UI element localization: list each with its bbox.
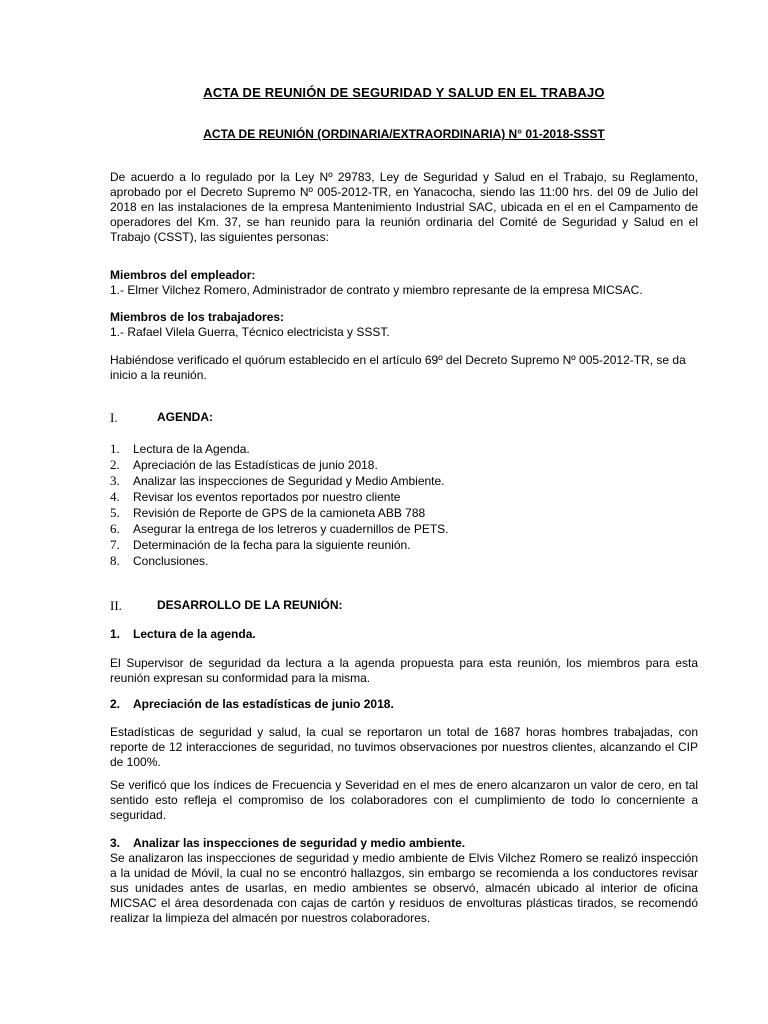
document-title: ACTA DE REUNIÓN DE SEGURIDAD Y SALUD EN EL TRABAJO bbox=[203, 85, 605, 100]
agenda-title: AGENDA: bbox=[157, 410, 213, 424]
subsection-2-heading: 2. Apreciación de las estadísticas de junio 2018. bbox=[110, 697, 394, 711]
subsection-1-text: El Supervisor de seguridad da lectura a la agenda propuesta para esta reunión, los miembros para esta reunión expresan su conformidad para la misma. bbox=[110, 656, 698, 685]
employer-section bbox=[110, 268, 698, 298]
workers-member: 1.- Rafael Vilela Guerra, Técnico electricista y SSST. bbox=[110, 325, 390, 339]
subsection-3-text: Se analizaron las inspecciones de seguridad y medio ambiente de Elvis Vilchez Romero se realizó inspección a la unidad de Móvil, la cual no se encontró hallazgos, sin embargo se recomienda a los conductores revisar sus unidades antes de usarlas, en medio ambientes se observó, almacén ubicado al interior de oficina MICSAC el área desordenada con cajas de cartón y residuos de envolturas plásticas tirados, se recomendó realizar la limpieza del almacén por nuestros colaboradores. bbox=[110, 851, 698, 925]
subsection-2-text-2: Se verificó que los índices de Frecuencia y Severidad en el mes de enero alcanzaron un valor de cero, en tal sentido esto refleja el compromiso de los colaboradores con el cumplimiento de todo lo concerniente a seguridad. bbox=[110, 778, 698, 822]
intro-paragraph: De acuerdo a lo regulado por la Ley Nº 29783, Ley de Seguridad y Salud en el Trabajo, su Reglamento, aprobado por el Decreto Supremo Nº 005-2012-TR, en Yanacocha, siendo las 11:00 hrs. del 09 de Julio del 2018 en las instalaciones de la empresa Mantenimiento Industrial SAC, ubicada en el en el Campamento de operadores del Km. 37, se han reunido para la reunión ordinaria del Comité de Seguridad y Salud en el Trabajo (CSST), las siguientes personas: bbox=[110, 170, 698, 244]
workers-heading: Miembros de los trabajadores: bbox=[110, 310, 285, 324]
development-title: DESARROLLO DE LA REUNIÓN: bbox=[157, 598, 343, 612]
document-subtitle: ACTA DE REUNIÓN (ORDINARIA/EXTRAORDINARIA) N° 01-2018-SSST bbox=[203, 127, 605, 141]
subsection-3-heading: 3. Analizar las inspecciones de seguridad y medio ambiente. bbox=[110, 836, 466, 850]
subsection-1-heading: 1. Lectura de la agenda. bbox=[110, 627, 256, 641]
subsection-2-text-1: Estadísticas de seguridad y salud, la cual se reportaron un total de 1687 horas hombres trabajadas, con reporte de 12 interacciones de seguridad, no tuvimos observaciones por nuestros clientes, alcanzando el CIP de 100%. bbox=[110, 725, 698, 769]
development-number: II. bbox=[110, 598, 122, 613]
workers-section bbox=[110, 310, 698, 340]
quorum-paragraph: Habiéndose verificado el quórum establecido en el artículo 69º del Decreto Supremo Nº 005-2012-TR, se da inicio a la reunión. bbox=[110, 353, 686, 382]
employer-member: 1.- Elmer Vilchez Romero, Administrador de contrato y miembro represante de la empresa MICSAC. bbox=[110, 283, 643, 297]
agenda-number: I. bbox=[110, 410, 118, 425]
employer-heading: Miembros del empleador: bbox=[110, 268, 256, 282]
